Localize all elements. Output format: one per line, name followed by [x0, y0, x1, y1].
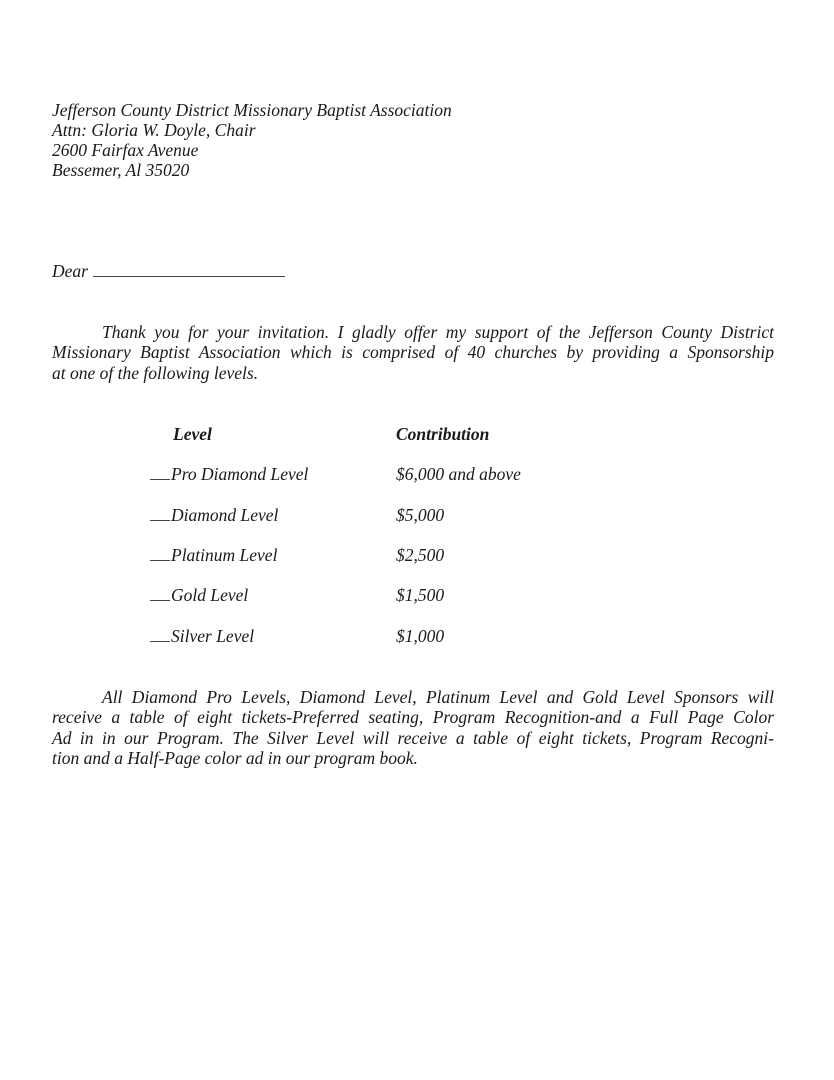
intro-line: Missionary Baptist Association which is comprised of 40 churches by providing a Sponsorship [52, 342, 774, 363]
benefits-line: All Diamond Pro Levels, Diamond Level, Platinum Level and Gold Level Sponsors will [102, 687, 774, 707]
table-row [150, 464, 308, 484]
selection-blank[interactable] [150, 627, 170, 642]
contribution-amount: $2,500 [396, 545, 445, 565]
address-line-organization: Jefferson County District Missionary Baptist Association [52, 100, 452, 120]
salutation-label: Dear [52, 261, 88, 281]
selection-blank[interactable] [150, 465, 170, 480]
contribution-amount: $1,500 [396, 585, 445, 605]
benefits-paragraph [52, 687, 774, 768]
address-line-attention: Attn: Gloria W. Doyle, Chair [52, 120, 256, 140]
table-row [150, 505, 278, 525]
level-name: Silver Level [171, 626, 255, 646]
benefits-line: Ad in in our Program. The Silver Level will receive a table of eight tickets, Program Recogni- [52, 727, 774, 748]
contribution-column-header: Contribution [396, 424, 490, 444]
benefits-line: tion and a Half-Page color ad in our program book. [52, 747, 418, 768]
selection-blank[interactable] [150, 546, 170, 561]
level-column-header: Level [173, 424, 212, 444]
salutation [52, 261, 285, 281]
address-line-street: 2600 Fairfax Avenue [52, 140, 199, 160]
intro-line: at one of the following levels. [52, 362, 259, 383]
intro-line: Thank you for your invitation. I gladly offer my support of the Jefferson County District [102, 322, 774, 342]
level-name: Pro Diamond Level [171, 464, 309, 484]
table-row [150, 585, 248, 605]
recipient-name-blank[interactable] [93, 262, 285, 277]
contribution-amount: $6,000 and above [396, 464, 521, 484]
contribution-amount: $5,000 [396, 505, 445, 525]
address-line-city: Bessemer, Al 35020 [52, 160, 190, 180]
selection-blank[interactable] [150, 506, 170, 521]
level-name: Diamond Level [171, 505, 279, 525]
table-row [150, 545, 277, 565]
benefits-line: receive a table of eight tickets-Preferred seating, Program Recognition-and a Full Page Color [52, 707, 774, 728]
contribution-amount: $1,000 [396, 626, 445, 646]
selection-blank[interactable] [150, 586, 170, 601]
level-name: Platinum Level [171, 545, 278, 565]
level-name: Gold Level [171, 585, 249, 605]
intro-paragraph [52, 322, 774, 383]
table-row [150, 626, 254, 646]
